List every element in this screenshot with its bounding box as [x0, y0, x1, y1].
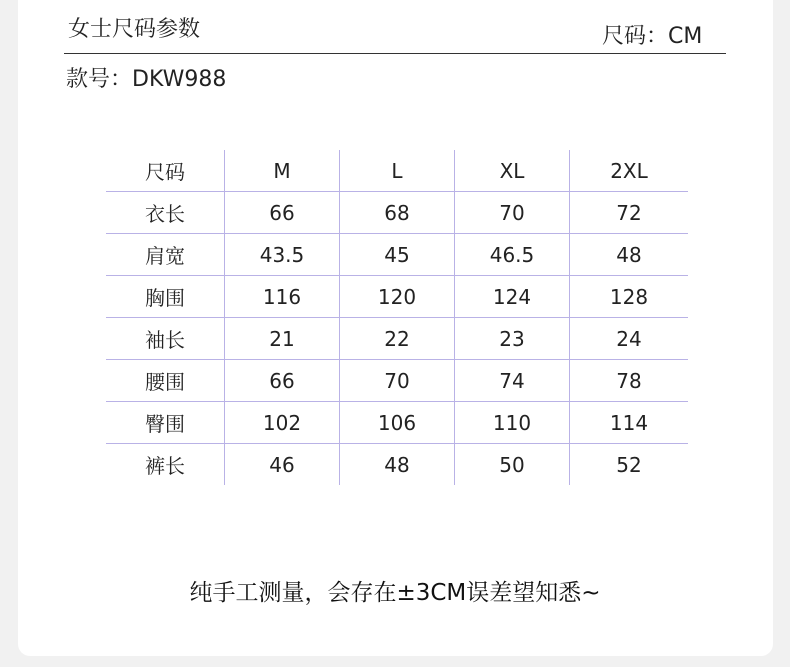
- table-cell: 78: [570, 360, 689, 402]
- table-row: [106, 360, 688, 402]
- table-row: [106, 444, 688, 486]
- table-cell: 120: [340, 276, 455, 318]
- table-cell: 70: [455, 192, 570, 234]
- row-label: 腰围: [106, 360, 225, 402]
- table-cell: 66: [225, 360, 340, 402]
- unit-label: 尺码：CM: [602, 24, 703, 49]
- table-cell: 24: [570, 318, 689, 360]
- style-number: 款号：DKW988: [66, 67, 227, 92]
- row-label: 肩宽: [106, 234, 225, 276]
- row-label: 衣长: [106, 192, 225, 234]
- table-cell: 45: [340, 234, 455, 276]
- row-label: 臀围: [106, 402, 225, 444]
- table-cell: 22: [340, 318, 455, 360]
- table-cell: 74: [455, 360, 570, 402]
- column-header: M: [225, 150, 340, 192]
- page-title: 女士尺码参数: [68, 17, 201, 42]
- table-cell: 70: [340, 360, 455, 402]
- table-cell: 106: [340, 402, 455, 444]
- column-header: 2XL: [570, 150, 689, 192]
- table-cell: 102: [225, 402, 340, 444]
- row-label: 裤长: [106, 444, 225, 486]
- table-cell: 124: [455, 276, 570, 318]
- table-row: [106, 192, 688, 234]
- table-cell: 128: [570, 276, 689, 318]
- table-row: [106, 234, 688, 276]
- table-cell: 48: [570, 234, 689, 276]
- table-row: [106, 402, 688, 444]
- table-cell: 46.5: [455, 234, 570, 276]
- table-cell: 66: [225, 192, 340, 234]
- size-table: [106, 150, 688, 485]
- header-divider: [64, 53, 726, 54]
- measurement-note: 纯手工测量，会存在±3CM误差望知悉~: [189, 580, 601, 606]
- table-cell: 46: [225, 444, 340, 486]
- table-cell: 48: [340, 444, 455, 486]
- table-header-row: [106, 150, 688, 192]
- table-row: [106, 318, 688, 360]
- table-cell: 114: [570, 402, 689, 444]
- table-cell: 68: [340, 192, 455, 234]
- table-row: [106, 276, 688, 318]
- table-cell: 43.5: [225, 234, 340, 276]
- table-cell: 116: [225, 276, 340, 318]
- column-header: 尺码: [145, 160, 185, 184]
- table-cell: 23: [455, 318, 570, 360]
- column-header: L: [340, 150, 455, 192]
- row-label: 袖长: [106, 318, 225, 360]
- row-label: 胸围: [106, 276, 225, 318]
- table-cell: 72: [570, 192, 689, 234]
- table-cell: 52: [570, 444, 689, 486]
- table-cell: 50: [455, 444, 570, 486]
- table-cell: 21: [225, 318, 340, 360]
- table-cell: 110: [455, 402, 570, 444]
- column-header: XL: [455, 150, 570, 192]
